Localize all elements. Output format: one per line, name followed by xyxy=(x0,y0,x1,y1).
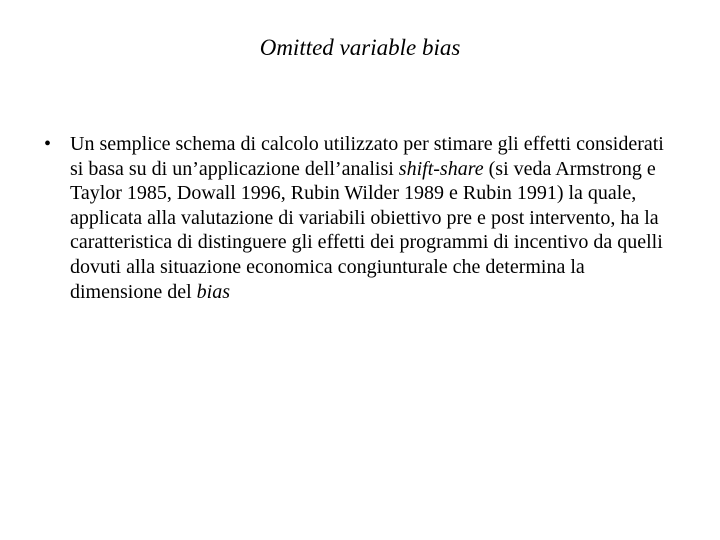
bullet-text-segment: Un semplice schema di calcolo utilizzato per stimare gli effetti considerati si basa su di un’applicazione dell’analisi xyxy=(70,133,664,180)
bullet-text-italic-segment: bias xyxy=(196,280,230,303)
bullet-text xyxy=(70,133,664,303)
bullet-text-italic-segment: shift-share xyxy=(398,157,484,180)
bullet-text-segment: (si veda Armstrong e Taylor 1985, Dowall 1996, Rubin Wilder 1989 e Rubin 1991) la quale, applicata alla valutazione di variabili obiettivo pre e post intervento, ha la caratteristica di distinguere gli effetti dei programmi di incentivo da quelli dovuti alla situazione economica congiunturale che determina la dimensione del xyxy=(70,157,663,303)
slide-title: Omitted variable bias xyxy=(259,35,461,60)
bullet-item xyxy=(44,132,680,304)
bullet-marker: • xyxy=(44,133,52,155)
bullet-list xyxy=(44,132,680,304)
